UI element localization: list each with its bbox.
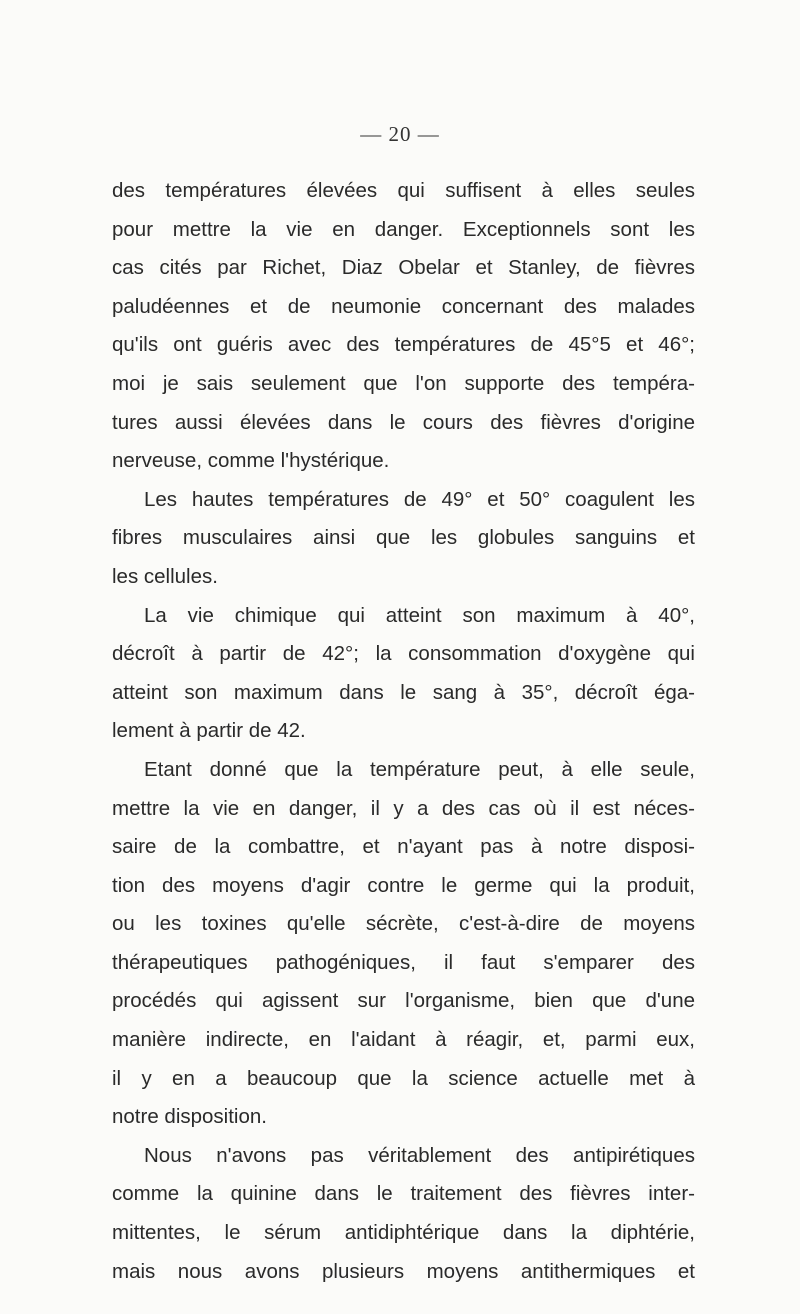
text-line: lement à partir de 42. — [112, 719, 306, 743]
text-line: les cellules. — [112, 564, 218, 588]
text-line: qu'ils ont guéris avec des températures de 45°5 et 46°; — [112, 333, 695, 357]
text-line: moi je sais seulement que l'on supporte des tempéra- — [112, 371, 695, 395]
text-line: La vie chimique qui atteint son maximum à 40°, — [144, 603, 695, 627]
page-number: — 20 — — [360, 122, 440, 146]
text-line: Nous n'avons pas véritablement des antipirétiques — [144, 1143, 695, 1167]
text-line: Les hautes températures de 49° et 50° coagulent les — [144, 487, 695, 511]
text-line: ou les toxines qu'elle sécrète, c'est-à-dire de moyens — [112, 912, 695, 936]
text-line: mittentes, le sérum antidiphtérique dans la diphtérie, — [112, 1221, 695, 1245]
text-line: saire de la combattre, et n'ayant pas à notre disposi- — [112, 835, 695, 859]
text-line: pour mettre la vie en danger. Exceptionnels sont les — [112, 217, 695, 241]
text-line: atteint son maximum dans le sang à 35°, décroît éga- — [112, 680, 695, 704]
text-line: fibres musculaires ainsi que les globules sanguins et — [112, 526, 695, 550]
text-line: comme la quinine dans le traitement des fièvres inter- — [112, 1182, 695, 1206]
text-line: mettre la vie en danger, il y a des cas où il est néces- — [112, 796, 695, 820]
text-line: des températures élevées qui suffisent à elles seules — [112, 179, 695, 202]
text-line: tures aussi élevées dans le cours des fièvres d'origine — [112, 410, 695, 434]
body-text — [112, 172, 695, 1291]
text-line: Etant donné que la température peut, à elle seule, — [144, 757, 695, 781]
text-line: cas cités par Richet, Diaz Obelar et Stanley, de fièvres — [112, 256, 695, 280]
text-line: procédés qui agissent sur l'organisme, bien que d'une — [112, 989, 695, 1013]
text-line: thérapeutiques pathogéniques, il faut s'emparer des — [112, 950, 695, 974]
text-line: nerveuse, comme l'hystérique. — [112, 449, 390, 473]
text-line: tion des moyens d'agir contre le germe qui la produit, — [112, 873, 695, 897]
text-line: paludéennes et de neumonie concernant des malades — [112, 294, 695, 318]
text-line: notre disposition. — [112, 1105, 267, 1129]
text-line: décroît à partir de 42°; la consommation d'oxygène qui — [112, 642, 695, 666]
text-line: il y en a beaucoup que la science actuelle met à — [112, 1066, 695, 1090]
text-line: manière indirecte, en l'aidant à réagir, et, parmi eux, — [112, 1028, 695, 1052]
text-line: mais nous avons plusieurs moyens antithermiques et — [112, 1259, 695, 1283]
